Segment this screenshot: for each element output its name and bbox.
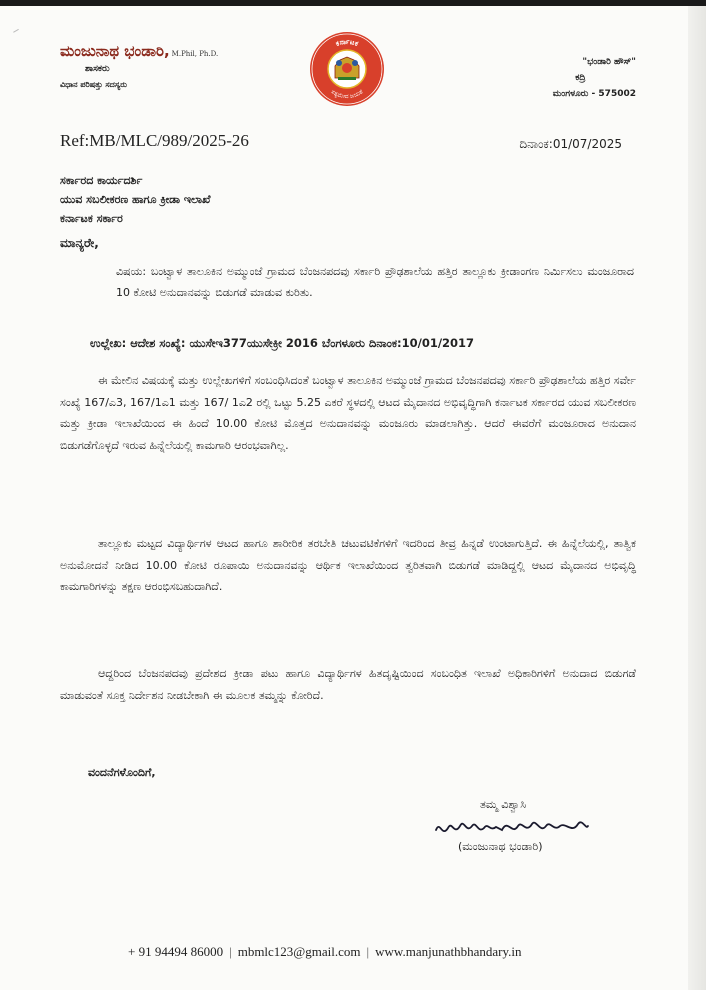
- footer-website: www.manjunathbhandary.in: [375, 944, 522, 959]
- body-paragraph-3: ಆದ್ದರಿಂದ ಬೆಂಜನಪದವು ಪ್ರದೇಶದ ಕ್ರೀಡಾ ಪಟು ಹಾಗೂ ವಿದ್ಯಾರ್ಥಿಗಳ ಹಿತದೃಷ್ಟಿಯಿಂದ ಸಂಬಂಧಿತ ಇಲಾಖೆ ಅಧಿಕಾರಿಗಳಿಗೆ ಅನುದಾದ ಬಿಡುಗಡೆ ಮಾಡುವಂತೆ ಸೂಕ್ತ ನಿರ್ದೇಶನ ನೀಡಬೇಕಾಗಿ ಈ ಮೂಲಕ ತಮ್ಮನ್ನು ಕೋರಿದೆ.: [60, 667, 636, 702]
- footer-contact: [128, 944, 521, 960]
- letterhead-degrees: M.Phil, Ph.D.: [171, 50, 219, 58]
- recipient-line: ಯುವ ಸಬಲೀಕರಣ ಹಾಗೂ ಕ್ರೀಡಾ ಇಲಾಖೆ: [60, 193, 211, 206]
- subject-line: ವಿಷಯ: ಬಂಟ್ವಾಳ ತಾಲೂಕಿನ ಅಮ್ಮುಂಜೆ ಗ್ರಾಮದ ಬೆಂಜನಪದವು ಸರ್ಕಾರಿ ಪ್ರೌಢಶಾಲೆಯ ಹತ್ತಿರ ತಾಲ್ಲೂಕು ಕ್ರೀಡಾಂಗಣ ನಿರ್ಮಿಸಲು ಮಂಜೂರಾದ 10 ಕೋಟಿ ಅನುದಾನವನ್ನು ಬಿಡುಗಡೆ ಮಾಡುವ ಕುರಿತು.: [116, 265, 634, 299]
- seal-bottom-text-path: ಸತ್ಯಮೇವ ಜಯತೆ: [329, 88, 365, 101]
- letter-date: ದಿನಾಂಕ:01/07/2025: [519, 137, 622, 151]
- seal-crest-center: [342, 63, 352, 73]
- address-house: "ಭಂಡಾರಿ ಹೌಸ್": [582, 57, 636, 67]
- karnataka-emblem-seal: [308, 30, 386, 108]
- seal-crest-right: [352, 60, 358, 66]
- recipient-line: ಸರ್ಕಾರದ ಕಾರ್ಯದರ್ಶಿ: [60, 174, 143, 187]
- handwritten-signature: [432, 812, 592, 842]
- letterhead-name-text: ಮಂಜುನಾಥ ಭಂಡಾರಿ,: [60, 42, 170, 60]
- salutation: ಮಾನ್ಯರೇ,: [60, 236, 99, 250]
- yours-faithfully: ತಮ್ಮ ವಿಶ್ವಾಸಿ: [480, 798, 527, 811]
- reference-number: Ref:MB/MLC/989/2025-26: [60, 131, 249, 150]
- signatory-name: (ಮಂಜುನಾಥ ಭಂಡಾರಿ): [458, 840, 543, 853]
- body-paragraph-2: ತಾಲ್ಲೂಕು ಮಟ್ಟದ ವಿದ್ಯಾರ್ಥಿಗಳ ಆಟದ ಹಾಗೂ ಶಾರೀರಿಕ ತರಬೇತಿ ಚಟುವಟಿಕೆಗಳಿಗೆ ಇದರಿಂದ ತೀವ್ರ ಹಿನ್ನಡೆ ಉಂಟಾಗುತ್ತಿದೆ. ಈ ಹಿನ್ನೆಲೆಯಲ್ಲಿ, ತಾತ್ವಿಕ ಅನುಮೋದನೆ ನೀಡಿದ 10.00 ಕೋಟಿ ರೂಪಾಯಿ ಅನುದಾನವನ್ನು ಆರ್ಥಿಕ ಇಲಾಖೆಯಿಂದ ತ್ವರಿತವಾಗಿ ಬಿಡುಗಡೆ ಮಾಡಿದ್ದಲ್ಲಿ ಆಟದ ಮೈದಾನದ ಅಭಿವೃದ್ಧಿ ಕಾಮಗಾರಿಗಳನ್ನು ತಕ್ಷಣ ಆರಂಭಿಸಬಹುದಾಗಿದೆ.: [60, 537, 636, 594]
- signature-stroke: [436, 822, 588, 831]
- letterhead-address: [553, 54, 636, 102]
- recipient-block: [60, 171, 210, 228]
- footer-separator: |: [229, 944, 232, 959]
- seal-crest-left: [336, 60, 342, 66]
- top-dark-edge: [0, 0, 706, 6]
- seal-top-text-path: ಕರ್ನಾಟಕ: [334, 37, 360, 48]
- footer-separator: |: [366, 944, 370, 959]
- body-paragraph-1: ಈ ಮೇಲಿನ ವಿಷಯಕ್ಕೆ ಮತ್ತು ಉಲ್ಲೇಖಗಳಿಗೆ ಸಂಬಂಧಿಸಿದಂತೆ ಬಂಟ್ವಾಳ ತಾಲೂಕಿನ ಅಮ್ಮುಂಜೆ ಗ್ರಾಮದ ಬೆಂಜನಪದವು ಸರ್ಕಾರಿ ಪ್ರೌಢಶಾಲೆಯ ಹತ್ತಿರ ಸರ್ವೇ ಸಂಖ್ಯೆ 167/ಎ3, 167/1ಎ1 ಮತ್ತು 167/ 1ಎ2 ರಲ್ಲಿ ಒಟ್ಟು 5.25 ಎಕರೆ ಸ್ಥಳದಲ್ಲಿ ಆಟದ ಮೈದಾನದ ಅಭಿವೃದ್ಧಿಗಾಗಿ ಕರ್ನಾಟಕ ಸರ್ಕಾರದ ಯುವ ಸಬಲೀಕರಣ ಮತ್ತು ಕ್ರೀಡಾ ಇಲಾಖೆಯಿಂದ ಈ ಹಿಂದೆ 10.00 ಕೋಟಿ ಮೊತ್ತದ ಅನುದಾನವನ್ನು ಮಂಜೂರು ಮಾಡಲಾಗಿತ್ತು. ಆದರೆ ಈವರೆಗೆ ಮಂಜೂರಾದ ಅನುದಾನ ಬಿಡುಗಡೆಗೊಳ್ಳದೆ ಇರುವ ಹಿನ್ನೆಲೆಯಲ್ಲಿ ಕಾಮಗಾರಿ ಆರಂಭವಾಗಿಲ್ಲ.: [60, 374, 636, 452]
- letterhead-name: [60, 42, 218, 60]
- closing-greeting: ವಂದನೆಗಳೊಂದಿಗೆ,: [88, 766, 156, 779]
- recipient-line: ಕರ್ನಾಟಕ ಸರ್ಕಾರ: [60, 212, 123, 225]
- page-right-shadow: [688, 6, 706, 990]
- footer-phone: + 91 94494 86000: [128, 944, 224, 959]
- scan-mark: [13, 29, 21, 36]
- address-area: ಕದ್ರಿ: [575, 73, 586, 83]
- reference-order-line: ಉಲ್ಲೇಖ: ಆದೇಶ ಸಂಖ್ಯೆ: ಯುಸೇಇ377ಯುಸೇಕ್ರೀ 2016 ಬೆಂಗಳೂರು ದಿನಾಂಕ:10/01/2017: [90, 336, 475, 350]
- letterhead-council: ವಿಧಾನ ಪರಿಷತ್ತು ಸದಸ್ಯರು: [60, 80, 127, 89]
- seal-crest-base: [338, 77, 356, 80]
- address-city: ಮಂಗಳೂರು - 575002: [552, 89, 636, 99]
- letterhead-title: ಶಾಸಕರು: [85, 64, 110, 74]
- footer-email: mbmlc123@gmail.com: [237, 944, 361, 959]
